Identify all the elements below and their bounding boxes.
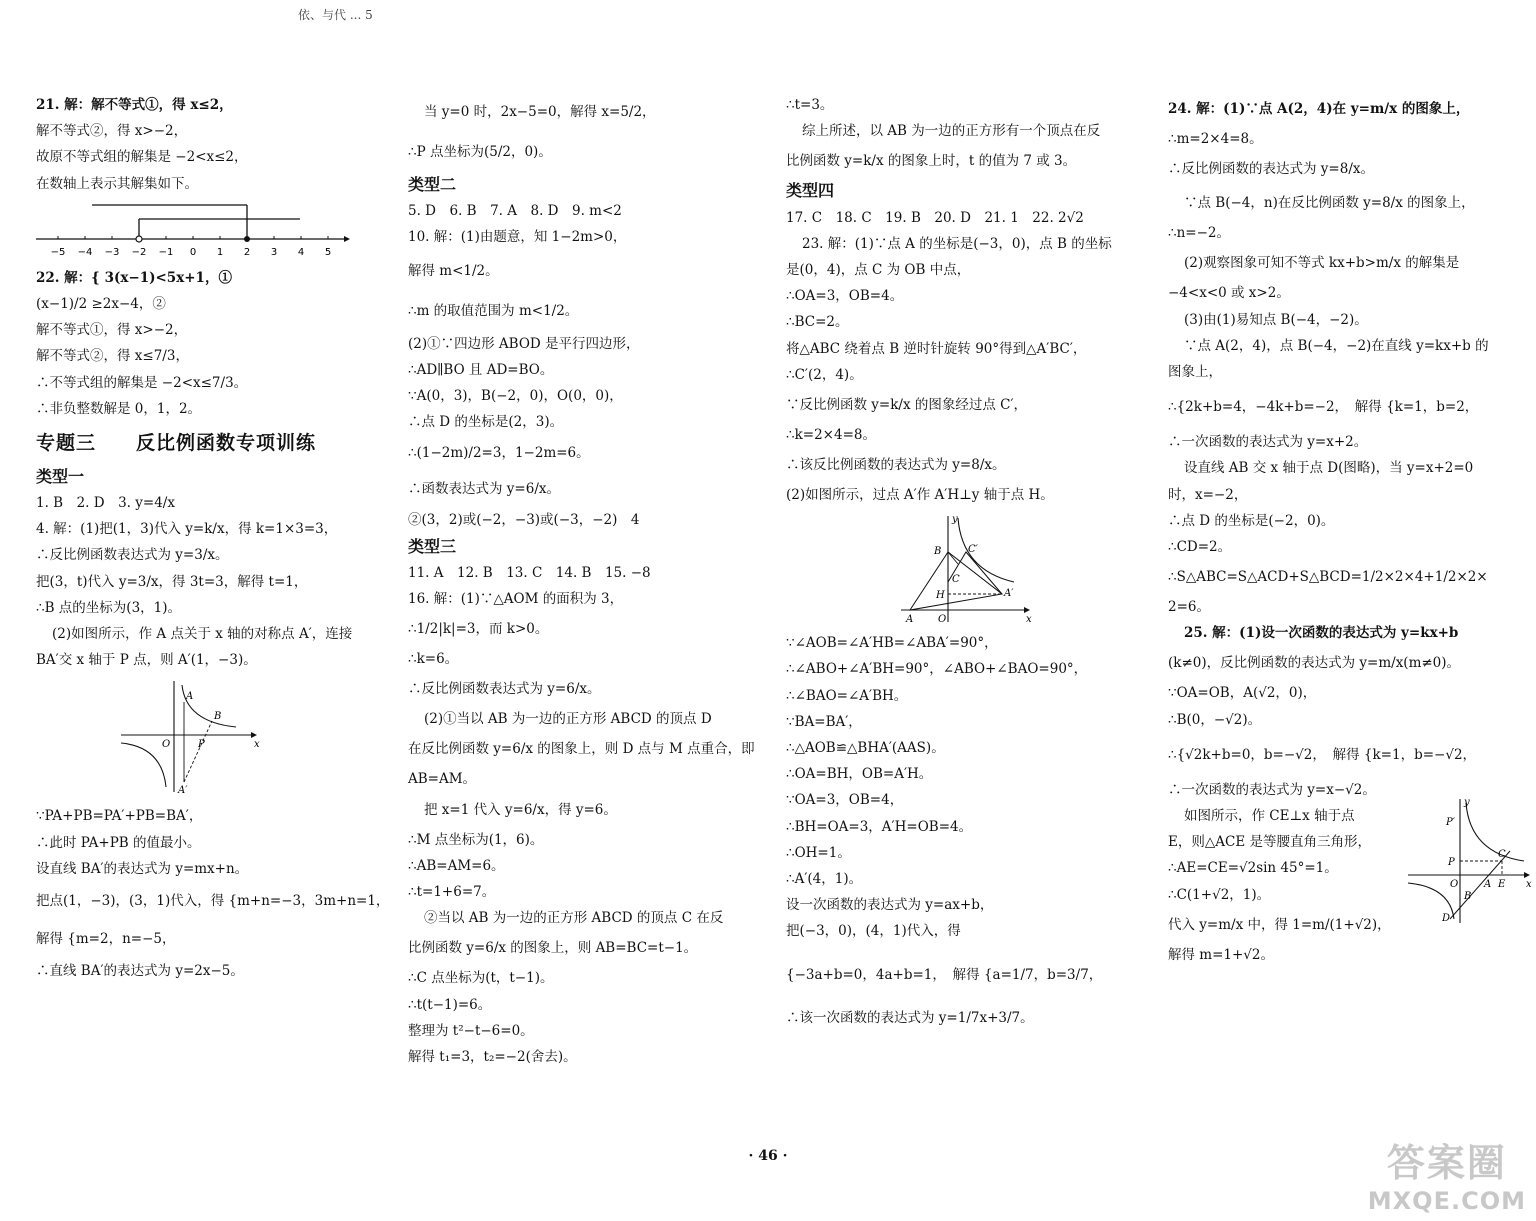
text-line: ∵PA+PB=PA′+PB=BA′， bbox=[36, 808, 203, 825]
text-line: 2=6。 bbox=[1168, 599, 1210, 616]
figure-label: x bbox=[1526, 878, 1532, 890]
text-line: (2)观察图象可知不等式 kx+b>m/x 的解集是 bbox=[1184, 255, 1460, 272]
text-line: 25. 解：(1)设一次函数的表达式为 y=kx+b bbox=[1184, 625, 1459, 642]
text-line: ∴OA=3，OB=4。 bbox=[786, 288, 904, 305]
watermark bbox=[1368, 1132, 1526, 1215]
text-line: 解不等式②，得 x≤7/3， bbox=[36, 348, 189, 365]
text-line: 设一次函数的表达式为 y=ax+b， bbox=[786, 897, 994, 914]
section-title: 专题三 反比例函数专项训练 bbox=[36, 431, 317, 454]
text-line: ∴C(1+√2，1)。 bbox=[1168, 886, 1271, 903]
column-1 bbox=[36, 92, 391, 984]
text-line: {−3a+b=0，4a+b=1， 解得 {a=1/7，b=3/7， bbox=[786, 966, 1103, 983]
text-line: ∴点 D 的坐标是(2，3)。 bbox=[408, 414, 564, 431]
watermark-title: 答案圈 bbox=[1386, 1141, 1507, 1185]
text-line: 解不等式①，得 x>−2， bbox=[36, 322, 188, 339]
text-line: 解得 m<1/2。 bbox=[408, 262, 499, 279]
text-line: ∵点 A(2，4)，点 B(−4，−2)在直线 y=kx+b 的 bbox=[1184, 337, 1489, 354]
text-line: 解得 t₁=3，t₂=−2(舍去)。 bbox=[408, 1048, 577, 1065]
q25-figure bbox=[1406, 795, 1534, 925]
figure-label: P bbox=[198, 739, 205, 751]
tick-label: −3 bbox=[104, 246, 120, 258]
text-line: ∴1/2|k|=3，而 k>0。 bbox=[408, 621, 549, 638]
figure-label: H bbox=[936, 590, 945, 602]
tick-label: −5 bbox=[50, 246, 66, 258]
column-2 bbox=[408, 92, 763, 1070]
text-line: ∴(1−2m)/2=3，1−2m=6。 bbox=[408, 445, 590, 462]
figure-label: D bbox=[1442, 912, 1451, 924]
tick-label: −1 bbox=[158, 246, 174, 258]
text-line: ∴该一次函数的表达式为 y=1/7x+3/7。 bbox=[786, 1009, 1034, 1026]
text-line: ∴B(0，−√2)。 bbox=[1168, 711, 1262, 728]
text-line: 24. 解：(1)∵点 A(2，4)在 y=m/x 的图象上， bbox=[1168, 101, 1470, 117]
text-line: ∵OA=3，OB=4， bbox=[786, 792, 904, 809]
figure-label: C bbox=[952, 574, 960, 586]
text-line: (2)①∵四边形 ABOD 是平行四边形， bbox=[408, 335, 640, 352]
text-line: 22. 解：{ 3(x−1)<5x+1，① bbox=[36, 269, 232, 286]
text-line: ∵BA=BA′， bbox=[786, 713, 862, 730]
text-line: 是(0，4)，点 C 为 OB 中点， bbox=[786, 261, 971, 278]
text-line: ∴直线 BA′的表达式为 y=2x−5。 bbox=[36, 962, 244, 979]
text-line: 整理为 t²−t−6=0。 bbox=[408, 1022, 534, 1039]
text-line: ∴{2k+b=4，−4k+b=−2， 解得 {k=1，b=2， bbox=[1168, 399, 1479, 416]
text-line: 图象上， bbox=[1168, 363, 1222, 380]
figure-label: y bbox=[952, 514, 958, 526]
text-line: ∴m 的取值范围为 m<1/2。 bbox=[408, 302, 579, 319]
watermark-url: MXQE.COM bbox=[1367, 1187, 1526, 1215]
figure-label: A′ bbox=[178, 785, 188, 797]
text-line: ∴t(t−1)=6。 bbox=[408, 996, 492, 1013]
text-line: 比例函数 y=k/x 的图象上时，t 的值为 7 或 3。 bbox=[786, 153, 1077, 170]
text-line: E，则△ACE 是等腰直角三角形， bbox=[1168, 834, 1371, 851]
figure-label: E bbox=[1498, 878, 1506, 890]
tick-label: 4 bbox=[297, 246, 305, 258]
text-line: (3)由(1)易知点 B(−4，−2)。 bbox=[1184, 311, 1368, 328]
text-line: ∴反比例函数表达式为 y=3/x。 bbox=[36, 547, 229, 564]
text-line: 将△ABC 绕着点 B 逆时针旋转 90°得到△A′BC′， bbox=[786, 340, 1087, 357]
text-line: 5. D 6. B 7. A 8. D 9. m<2 bbox=[408, 203, 622, 220]
figure-label: A bbox=[906, 614, 914, 625]
tick-label: −2 bbox=[131, 246, 147, 258]
text-line: ②(3，2)或(−2，−3)或(−3，−2) 4 bbox=[408, 512, 640, 529]
text-line: 把点(1，−3)，(3，1)代入，得 {m+n=−3，3m+n=1， bbox=[36, 892, 390, 909]
text-line: 比例函数 y=6/x 的图象上，则 AB=BC=t−1。 bbox=[408, 940, 698, 957]
text-line: (k≠0)，反比例函数的表达式为 y=m/x(m≠0)。 bbox=[1168, 655, 1461, 672]
subsection-title: 类型四 bbox=[786, 181, 835, 201]
text-line: BA′交 x 轴于 P 点，则 A′(1，−3)。 bbox=[36, 652, 257, 669]
text-line: 17. C 18. C 19. B 20. D 21. 1 22. 2√2 bbox=[786, 209, 1084, 226]
text-line: ∵A(0，3)，B(−2，0)，O(0，0)， bbox=[408, 387, 623, 404]
hyperbola-figure-1 bbox=[36, 677, 391, 797]
column-3 bbox=[786, 92, 1141, 1031]
text-line: 时，x=−2， bbox=[1168, 486, 1248, 503]
figure-label: B bbox=[214, 711, 222, 723]
text-line: ∴点 D 的坐标是(−2，0)。 bbox=[1168, 512, 1335, 529]
text-line: 把 x=1 代入 y=6/x，得 y=6。 bbox=[424, 801, 617, 818]
figure-label: A bbox=[1484, 878, 1492, 890]
figure-label: y bbox=[1464, 796, 1470, 808]
text-line: ∴S△ABC=S△ACD+S△BCD=1/2×2×4+1/2×2× bbox=[1168, 569, 1488, 586]
text-line: −4<x<0 或 x>2。 bbox=[1168, 285, 1290, 302]
text-line: ∴△AOB≌△BHA′(AAS)。 bbox=[786, 740, 945, 756]
text-line: ∴M 点坐标为(1，6)。 bbox=[408, 831, 544, 848]
text-line: 把(−3，0)，(4，1)代入，得 bbox=[786, 923, 961, 940]
text-line: ∴该反比例函数的表达式为 y=8/x。 bbox=[786, 457, 1006, 474]
figure-label: C′ bbox=[968, 544, 978, 556]
figure-label: O bbox=[162, 739, 171, 751]
text-line: 把(3，t)代入 y=3/x，得 3t=3，解得 t=1， bbox=[36, 573, 308, 590]
text-line: ∴一次函数的表达式为 y=x+2。 bbox=[1168, 434, 1368, 451]
text-line: ∴n=−2。 bbox=[1168, 225, 1230, 242]
text-line: 解不等式②，得 x>−2， bbox=[36, 123, 188, 140]
figure-label: x bbox=[1026, 614, 1032, 625]
figure-label: B bbox=[934, 546, 942, 558]
text-line: 在反比例函数 y=6/x 的图象上，则 D 点与 M 点重合，即 bbox=[408, 741, 755, 758]
text-line: ∴AE=CE=√2sin 45°=1。 bbox=[1168, 860, 1338, 877]
text-line: 综上所述，以 AB 为一边的正方形有一个顶点在反 bbox=[802, 123, 1101, 140]
figure-label: O bbox=[938, 614, 947, 625]
text-line: 解得 {m=2，n=−5， bbox=[36, 930, 176, 947]
text-line: ∴BH=OA=3，A′H=OB=4。 bbox=[786, 818, 973, 835]
tick-label: −4 bbox=[77, 246, 93, 258]
tick-label: 5 bbox=[324, 246, 332, 258]
text-line: (2)如图所示，过点 A′作 A′H⊥y 轴于点 H。 bbox=[786, 487, 1054, 504]
text-line: ∴AB=AM=6。 bbox=[408, 857, 505, 874]
text-line: ∴非负整数解是 0，1，2。 bbox=[36, 400, 202, 417]
number-line-figure bbox=[36, 201, 391, 259]
rotation-figure bbox=[786, 512, 1141, 624]
text-line: 设直线 BA′的表达式为 y=mx+n。 bbox=[36, 860, 249, 877]
subsection-title: 类型一 bbox=[36, 466, 85, 486]
header-fragment: 依、与代 ... 5 bbox=[298, 8, 373, 22]
text-line: ∴B 点的坐标为(3，1)。 bbox=[36, 599, 182, 616]
text-line: 1. B 2. D 3. y=4/x bbox=[36, 495, 175, 512]
tick-label: 3 bbox=[270, 246, 278, 258]
text-line: 16. 解：(1)∵△AOM 的面积为 3， bbox=[408, 590, 624, 607]
text-line: 10. 解：(1)由题意，知 1−2m>0， bbox=[408, 229, 627, 246]
text-line: ∴反比例函数表达式为 y=6/x。 bbox=[408, 681, 601, 698]
text-line: 代入 y=m/x 中，得 1=m/(1+√2)， bbox=[1168, 916, 1391, 933]
text-line: ∴不等式组的解集是 −2<x≤7/3。 bbox=[36, 374, 248, 391]
text-line: ∴函数表达式为 y=6/x。 bbox=[408, 481, 560, 498]
q25-figure-block bbox=[1168, 777, 1532, 968]
text-line: ∴一次函数的表达式为 y=x−√2。 bbox=[1168, 781, 1376, 798]
text-line: ∵OA=OB，A(√2，0)， bbox=[1168, 685, 1317, 702]
page-number: · 46 · bbox=[748, 1148, 788, 1164]
tick-label: 1 bbox=[216, 246, 224, 258]
figure-label: x bbox=[254, 739, 260, 751]
text-line: ∴AD∥BO 且 AD=BO。 bbox=[408, 361, 554, 378]
text-line: ∵∠AOB=∠A′HB=∠ABA′=90°， bbox=[786, 635, 998, 652]
text-line: ∴BC=2。 bbox=[786, 314, 849, 331]
text-line: ∵点 B(−4，n)在反比例函数 y=8/x 的图象上， bbox=[1184, 195, 1475, 212]
text-line: ∴m=2×4=8。 bbox=[1168, 131, 1263, 147]
text-line: ∴∠BAO=∠A′BH。 bbox=[786, 687, 908, 704]
text-line: 如图所示，作 CE⊥x 轴于点 bbox=[1184, 808, 1355, 824]
text-line: ∴∠ABO+∠A′BH=90°，∠ABO+∠BAO=90°， bbox=[786, 661, 1088, 678]
text-line: ∴A′(4，1)。 bbox=[786, 870, 863, 887]
text-line: ∴{√2k+b=0，b=−√2， 解得 {k=1，b=−√2， bbox=[1168, 746, 1477, 763]
text-line: ∴OH=1。 bbox=[786, 844, 851, 861]
text-line: (x−1)/2 ≥2x−4，② bbox=[36, 295, 166, 312]
text-line: ∴P 点坐标为(5/2，0)。 bbox=[408, 144, 552, 160]
text-line: AB=AM。 bbox=[408, 771, 477, 788]
figure-label: A bbox=[186, 691, 194, 703]
subsection-title: 类型二 bbox=[408, 175, 457, 194]
text-line: ∴t=3。 bbox=[786, 97, 834, 113]
figure-label: P′ bbox=[1446, 816, 1455, 828]
text-line: 11. A 12. B 13. C 14. B 15. −8 bbox=[408, 564, 651, 581]
column-4 bbox=[1168, 92, 1532, 968]
text-line: ∴t=1+6=7。 bbox=[408, 884, 496, 900]
text-line: ∴k=2×4=8。 bbox=[786, 426, 876, 443]
text-line: ∴C 点坐标为(t，t−1)。 bbox=[408, 970, 554, 987]
text-line: 21. 解：解不等式①，得 x≤2， bbox=[36, 97, 233, 113]
subsection-title: 类型三 bbox=[408, 536, 457, 556]
text-line: 当 y=0 时，2x−5=0，解得 x=5/2， bbox=[424, 104, 656, 120]
text-line: ∴此时 PA+PB 的值最小。 bbox=[36, 834, 201, 851]
figure-label: B bbox=[1464, 890, 1472, 902]
text-line: ∴C′(2，4)。 bbox=[786, 366, 863, 383]
figure-label: A′ bbox=[1004, 588, 1014, 600]
tick-label: 2 bbox=[243, 246, 251, 258]
text-line: 4. 解：(1)把(1，3)代入 y=k/x，得 k=1×3=3， bbox=[36, 521, 338, 538]
text-line: 在数轴上表示其解集如下。 bbox=[36, 175, 198, 192]
figure-label: C bbox=[1498, 848, 1506, 860]
tick-label: 0 bbox=[189, 246, 197, 258]
figure-label: P bbox=[1448, 856, 1455, 868]
text-line: (2)如图所示，作 A 点关于 x 轴的对称点 A′，连接 bbox=[52, 626, 353, 642]
text-line: ②当以 AB 为一边的正方形 ABCD 的顶点 C 在反 bbox=[424, 910, 724, 927]
text-line: ∴反比例函数的表达式为 y=8/x。 bbox=[1168, 161, 1374, 178]
text-line: 设直线 AB 交 x 轴于点 D(图略)，当 y=x+2=0 bbox=[1184, 460, 1474, 477]
text-line: 23. 解：(1)∵点 A 的坐标是(−3，0)，点 B 的坐标 bbox=[802, 235, 1112, 252]
text-line: (2)①当以 AB 为一边的正方形 ABCD 的顶点 D bbox=[424, 711, 712, 728]
text-line: 解得 m=1+√2。 bbox=[1168, 946, 1274, 963]
figure-label: O bbox=[1450, 878, 1459, 890]
text-line: ∴k=6。 bbox=[408, 651, 459, 668]
text-line: ∴CD=2。 bbox=[1168, 538, 1232, 555]
text-line: 故原不等式组的解集是 −2<x≤2， bbox=[36, 149, 248, 166]
text-line: ∵反比例函数 y=k/x 的图象经过点 C′， bbox=[786, 396, 1028, 413]
text-line: ∴OA=BH，OB=A′H。 bbox=[786, 766, 933, 783]
